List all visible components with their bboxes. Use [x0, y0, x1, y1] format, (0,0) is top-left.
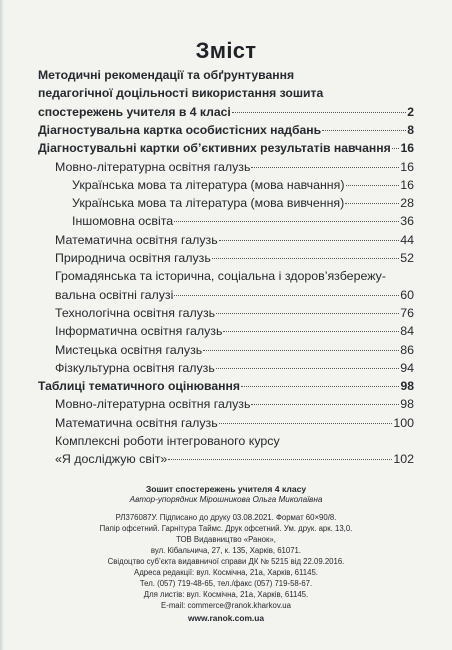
toc-entry[interactable]: [55, 450, 414, 468]
toc-entry-label: Українська мова та література (мова навчання): [72, 177, 345, 192]
imprint-line: Тел. (057) 719-48-65, тел./факс (057) 719-58-67.: [139, 579, 313, 588]
toc-dot-leader: [216, 368, 399, 369]
toc-dot-leader: [219, 240, 400, 241]
imprint-line: E-mail: commerce@ranok.kharkov.ua: [161, 601, 291, 610]
toc-entry-line: Громадянська та історична, соціальна і здоров’язбережу-: [55, 269, 386, 284]
toc-dot-leader: [174, 221, 399, 222]
toc-entry[interactable]: [55, 304, 414, 322]
toc-page-number: 100: [393, 415, 414, 430]
toc-dot-leader: [174, 295, 399, 296]
toc-dot-leader: [251, 404, 399, 405]
imprint-line: Папір офсетний. Гарнітура Таймс. Друк офсетний. Ум. друк. арк. 13,0.: [99, 524, 353, 533]
toc-entry-label: Іншомовна освіта: [72, 214, 174, 229]
toc-page-number: 8: [407, 122, 414, 137]
toc-entry[interactable]: [38, 103, 414, 121]
toc-entry-label: Мовно-літературна освітня галузь: [55, 397, 251, 412]
toc-entry[interactable]: [55, 231, 414, 249]
toc-dot-leader: [212, 258, 399, 259]
toc-entry[interactable]: [55, 158, 414, 176]
toc-dot-leader: [251, 167, 399, 168]
toc-entry-label: Діагностувальні картки об’єктивних результатів навчання: [38, 141, 391, 156]
toc-page-number: 98: [400, 379, 414, 394]
toc-page-number: 28: [400, 196, 414, 211]
imprint-line: ТОВ Видавництво «Ранок»,: [176, 535, 276, 544]
toc-entry[interactable]: [55, 341, 414, 359]
toc-entry-label: Математична освітня галузь: [55, 232, 218, 247]
toc-entry[interactable]: [55, 359, 414, 377]
toc-entry-label: спостережень учителя в 4 класі: [38, 104, 231, 119]
toc-entry-label: Українська мова та література (мова вивчення): [72, 196, 345, 211]
toc-dot-leader: [203, 350, 399, 351]
toc-dot-leader: [168, 459, 392, 460]
toc-entry-label: Математична освітня галузь: [55, 415, 218, 430]
toc-entry[interactable]: [72, 212, 414, 230]
toc-entry-label: Мовно-літературна освітня галузь: [55, 159, 251, 174]
toc-page-number: 16: [400, 177, 414, 192]
page-title: Зміст: [195, 38, 257, 63]
toc-entry[interactable]: [55, 286, 414, 304]
toc-entry[interactable]: [38, 121, 414, 139]
toc-entry-label: вальна освітні галузі: [55, 287, 174, 302]
toc-dot-leader: [241, 386, 399, 387]
toc-entry[interactable]: [38, 139, 414, 157]
toc-dot-leader: [219, 423, 393, 424]
toc-entry[interactable]: [55, 249, 414, 267]
imprint-line: Для листів: вул. Космічна, 21а, Харків, 61145.: [143, 590, 309, 599]
toc-page-number: 36: [400, 214, 414, 229]
imprint-line: Адреса редакції: вул. Космічна, 21а, Харків, 61145.: [134, 568, 318, 577]
imprint-line: вул. Кібальчича, 27, к. 135, Харків, 61071.: [150, 546, 302, 555]
publisher-website: www.ranok.com.ua: [187, 613, 264, 623]
toc-page-number: 102: [393, 452, 414, 467]
toc-dot-leader: [223, 331, 399, 332]
toc-page-number: 76: [400, 305, 414, 320]
toc-page-number: 16: [400, 159, 414, 174]
toc-entry[interactable]: [55, 322, 414, 340]
imprint-line: РЛ376087У. Підписано до друку 03.08.2021. Формат 60×90/8.: [115, 513, 337, 522]
toc-entry-label: Діагностувальна картка особистісних надбань: [38, 122, 322, 137]
toc-entry-label: Таблиці тематичного оцінювання: [38, 379, 240, 394]
toc-entry[interactable]: [38, 377, 414, 395]
toc-page-number: 98: [400, 397, 414, 412]
toc-dot-leader: [345, 203, 399, 204]
toc-page-number: 44: [400, 232, 414, 247]
toc-dot-leader: [322, 130, 406, 131]
toc-page-number: 86: [400, 342, 414, 357]
toc-entry-label: «Я досліджую світ»: [55, 452, 168, 467]
toc-dot-leader: [216, 313, 399, 314]
toc-dot-leader: [346, 185, 400, 186]
toc-entry-label: Інформатична освітня галузь: [55, 324, 223, 339]
toc-entry-label: Природнича освітня галузь: [55, 251, 211, 265]
imprint-line: Свідоцтво суб’єкта видавничої справи ДК № 5215 від 22.09.2016.: [107, 557, 345, 566]
imprint-line: Автор-упорядник Мірошникова Ольга Миколаївна: [129, 495, 323, 504]
toc-page-number: 2: [407, 104, 414, 119]
toc-page-number: 52: [400, 251, 414, 265]
toc-entry[interactable]: [72, 176, 414, 194]
toc-entry-label: Мистецька освітня галузь: [55, 342, 203, 357]
toc-entry[interactable]: [72, 194, 414, 212]
toc-entry[interactable]: [55, 414, 414, 432]
toc-page-number: 94: [400, 360, 414, 375]
toc-page-number: 60: [400, 287, 414, 302]
toc-dot-leader: [232, 112, 406, 113]
toc-dot-leader: [392, 148, 400, 149]
toc-entry-label: Фізкультурна освітня галузь: [55, 360, 215, 375]
toc-entry[interactable]: [55, 395, 414, 413]
toc-entry-label: Технологічна освітня галузь: [55, 305, 216, 320]
toc-entry-line: Комплексні роботи інтегрованого курсу: [55, 434, 280, 448]
toc-entry-line: педагогічної доцільності використання зошита: [38, 86, 324, 101]
toc-page-number: 84: [400, 324, 414, 339]
toc-entry-line: Методичні рекомендації та обґрунтування: [38, 68, 295, 82]
imprint-line: Зошит спостережень учителя 4 класу: [145, 484, 307, 494]
toc-page-number: 16: [400, 141, 414, 156]
